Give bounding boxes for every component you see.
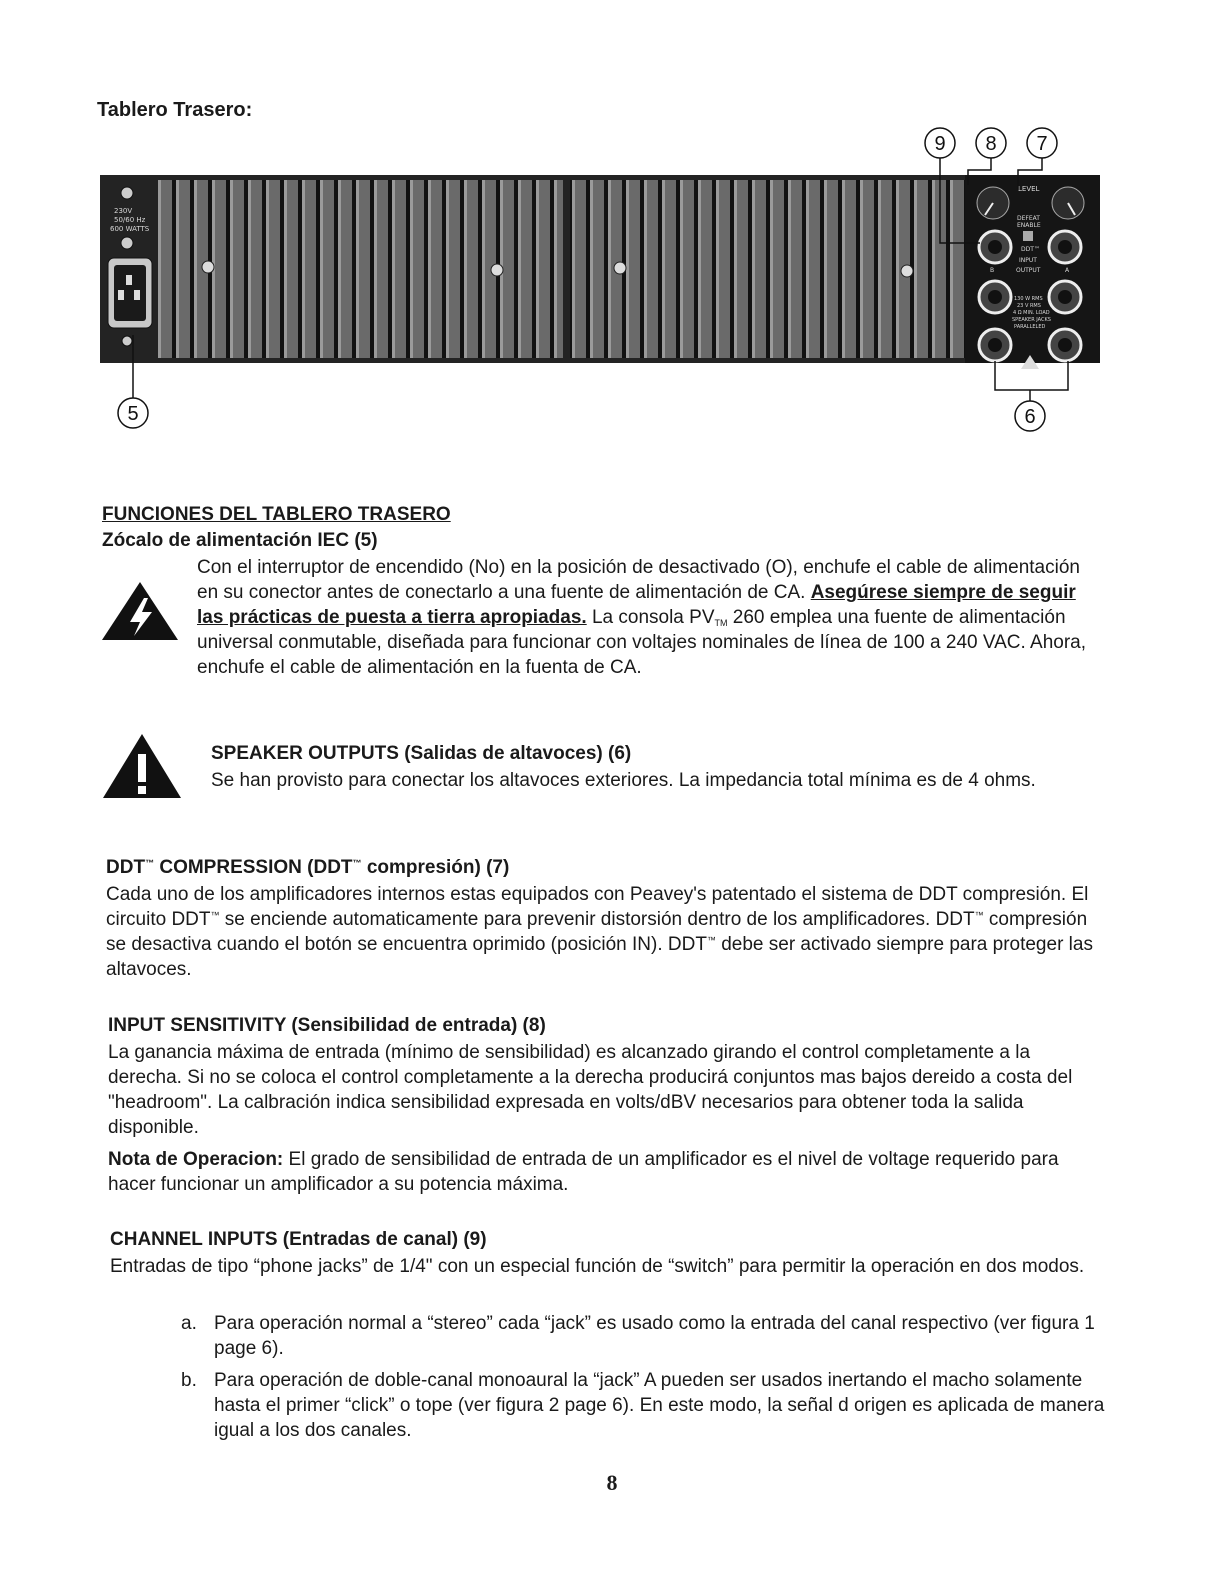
level-label: LEVEL xyxy=(1018,185,1040,193)
ddt-text-2: se enciende automaticamente para prevenir distorsión dentro de los amplificadores. DDT xyxy=(224,909,975,930)
ddt-text-4: debe ser activado siempre para proteger las altavoces. xyxy=(106,934,1093,980)
ground-screw-icon xyxy=(121,237,133,249)
iec-heading: Zócalo de alimentación IEC (5) xyxy=(102,530,378,551)
ground-screw-icon xyxy=(121,187,133,199)
iec-text-2b: 260 emplea una fuente de alimentación universal conmutable, diseñada para funcionar con voltajes nominales de línea de 100 a 240 VAC. Ahora, enchufe el cable de alimentación en la fuenta de CA. xyxy=(197,607,1087,678)
sensitivity-text: La ganancia máxima de entrada (mínimo de sensibilidad) es alcanzado girando el control completamente a la derecha. Si no se coloca el control completamente a la derecha producirá conjuntos mas bajos dereido a costa del "headroom". La calbración indica sensibilidad expresada en volts/dBV necesarios para obtener toda la salida disponible. xyxy=(108,1042,1073,1138)
power-label-2: 50/60 Hz xyxy=(114,216,146,224)
power-label-1: 230V xyxy=(114,207,133,215)
screw-icon xyxy=(202,261,214,273)
input-label: INPUT xyxy=(1019,257,1037,264)
sensitivity-heading: INPUT SENSITIVITY (Sensibilidad de entrada) (8) xyxy=(108,1015,546,1036)
list-item-b xyxy=(181,1368,1106,1443)
callout-6: 6 xyxy=(1024,406,1036,428)
iec-text-2a: La consola PV xyxy=(591,607,715,628)
callout-9: 9 xyxy=(934,133,946,155)
ddt-switch xyxy=(1023,231,1033,241)
iec-paragraph xyxy=(197,555,1102,680)
spec-label-1: 130 W RMS xyxy=(1014,296,1043,302)
list-letter: b. xyxy=(181,1370,197,1391)
speaker-text: Se han provisto para conectar los altavoces exteriores. La impedancia total mínima es de 4 ohms. xyxy=(211,770,1036,791)
spec-label-4: SPEAKER JACKS xyxy=(1012,317,1051,323)
rear-panel-figure xyxy=(100,125,1105,445)
iec-warning: Asegúrese siempre de seguir las prácticas de puesta a tierra apropiadas. xyxy=(197,582,1076,628)
screw-icon xyxy=(491,264,503,276)
spec-label-2: 23 V RMS xyxy=(1017,303,1041,309)
tm-mark: ™ xyxy=(210,910,220,920)
tm-mark: ™ xyxy=(974,910,984,920)
ddt-label: DDT™ xyxy=(1021,246,1040,253)
list-text: Para operación normal a “stereo” cada “jack” es usado como la entrada del canal respectivo (ver figura 1 page 6). xyxy=(214,1313,1095,1359)
tm-subscript: TM xyxy=(714,618,728,628)
spec-label-3: 4 Ω MIN. LOAD xyxy=(1013,310,1050,316)
electric-hazard-icon xyxy=(100,580,180,642)
b-label: B xyxy=(990,267,995,274)
tm-mark: ™ xyxy=(706,935,716,945)
defeat-label: DEFEAT xyxy=(1017,215,1040,222)
sensitivity-note xyxy=(108,1147,1108,1197)
ddt-heading-a: DDT xyxy=(106,857,146,878)
page-number: 8 xyxy=(606,1470,618,1495)
callout-8: 8 xyxy=(985,133,997,155)
enable-label: ENABLE xyxy=(1017,222,1041,229)
rear-panel-drawing xyxy=(100,125,1105,445)
ddt-text-1: Cada uno de los amplificadores internos estas equipados con Peavey's patentado el sistema de DDT compresión. El circuito DDT xyxy=(106,884,1089,930)
spec-label-5: PARALLELED xyxy=(1014,324,1046,330)
callout-7: 7 xyxy=(1036,133,1048,155)
caution-icon xyxy=(101,732,183,800)
list-letter: a. xyxy=(181,1313,197,1334)
note-label: Nota de Operacion: xyxy=(108,1149,284,1170)
iec-text-1: Con el interruptor de encendido (No) en la posición de desactivado (O), enchufe el cable de alimentación en su conector antes de conectarlo a una fuente de alimentación de CA. xyxy=(197,557,1080,603)
ddt-paragraph xyxy=(106,882,1106,982)
ddt-heading-c: compresión) (7) xyxy=(366,857,510,878)
screw-icon xyxy=(614,262,626,274)
tm-mark: ™ xyxy=(352,858,362,868)
note-text: El grado de sensibilidad de entrada de un amplificador es el nivel de voltage requerido para hacer funcionar un amplificador a su potencia máxima. xyxy=(108,1149,1059,1195)
section-title: FUNCIONES DEL TABLERO TRASERO xyxy=(102,504,451,525)
speaker-heading: SPEAKER OUTPUTS (Salidas de altavoces) (6) xyxy=(211,743,632,764)
tm-mark: ™ xyxy=(145,858,155,868)
a-label: A xyxy=(1065,267,1070,274)
ddt-text-3: compresión se desactiva cuando el botón se encuentra oprimido (posición IN). DDT xyxy=(106,909,1088,955)
callout-5: 5 xyxy=(127,403,139,425)
ddt-heading-b: COMPRESSION (DDT xyxy=(159,857,353,878)
ddt-heading xyxy=(106,857,509,879)
inputs-heading: CHANNEL INPUTS (Entradas de canal) (9) xyxy=(110,1229,487,1250)
list-item-a xyxy=(181,1311,1106,1361)
inputs-intro: Entradas de tipo “phone jacks” de 1/4" con un especial función de “switch” para permitir la operación en dos modos. xyxy=(110,1256,1085,1277)
screw-icon xyxy=(901,265,913,277)
list-text: Para operación de doble-canal monoaural la “jack” A pueden ser usados inertando el macho solamente hasta el primer “click” o tope (ver figura 2 page 6). En este modo, la señal d origen es aplicada de manera igual a los dos canales. xyxy=(214,1370,1105,1441)
power-label-3: 600 WATTS xyxy=(110,225,150,233)
output-label: OUTPUT xyxy=(1016,267,1041,274)
page-heading: Tablero Trasero: xyxy=(97,99,253,121)
